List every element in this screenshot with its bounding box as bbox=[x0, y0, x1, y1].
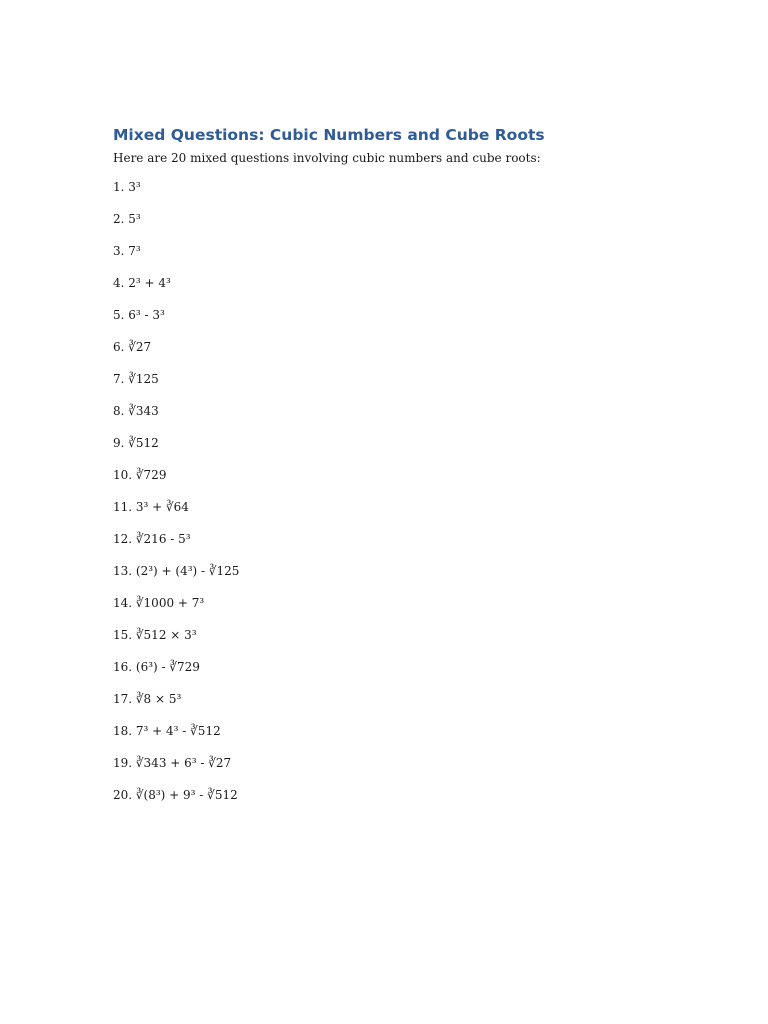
question-item: 9. ∛512 bbox=[113, 436, 159, 450]
intro-paragraph: Here are 20 mixed questions involving cubic numbers and cube roots: bbox=[113, 151, 541, 165]
question-item: 7. ∛125 bbox=[113, 372, 159, 386]
document-content bbox=[113, 124, 673, 817]
question-item: 20. ∛(8³) + 9³ - ∛512 bbox=[113, 788, 238, 802]
question-item: 4. 2³ + 4³ bbox=[113, 276, 171, 290]
question-item: 1. 3³ bbox=[113, 180, 141, 194]
document-title: Mixed Questions: Cubic Numbers and Cube Roots bbox=[113, 126, 545, 144]
question-item: 19. ∛343 + 6³ - ∛27 bbox=[113, 756, 232, 770]
question-item: 5. 6³ - 3³ bbox=[113, 308, 165, 322]
question-item: 18. 7³ + 4³ - ∛512 bbox=[113, 724, 221, 738]
question-item: 15. ∛512 × 3³ bbox=[113, 628, 197, 642]
question-item: 8. ∛343 bbox=[113, 404, 159, 418]
question-item: 2. 5³ bbox=[113, 212, 141, 226]
question-item: 14. ∛1000 + 7³ bbox=[113, 596, 205, 610]
question-item: 13. (2³) + (4³) - ∛125 bbox=[113, 564, 240, 578]
question-item: 10. ∛729 bbox=[113, 468, 167, 482]
question-item: 17. ∛8 × 5³ bbox=[113, 692, 182, 706]
question-item: 11. 3³ + ∛64 bbox=[113, 500, 189, 514]
question-list bbox=[113, 177, 673, 817]
question-item: 16. (6³) - ∛729 bbox=[113, 660, 200, 674]
question-item: 3. 7³ bbox=[113, 244, 141, 258]
question-item: 6. ∛27 bbox=[113, 340, 152, 354]
question-item: 12. ∛216 - 5³ bbox=[113, 532, 191, 546]
